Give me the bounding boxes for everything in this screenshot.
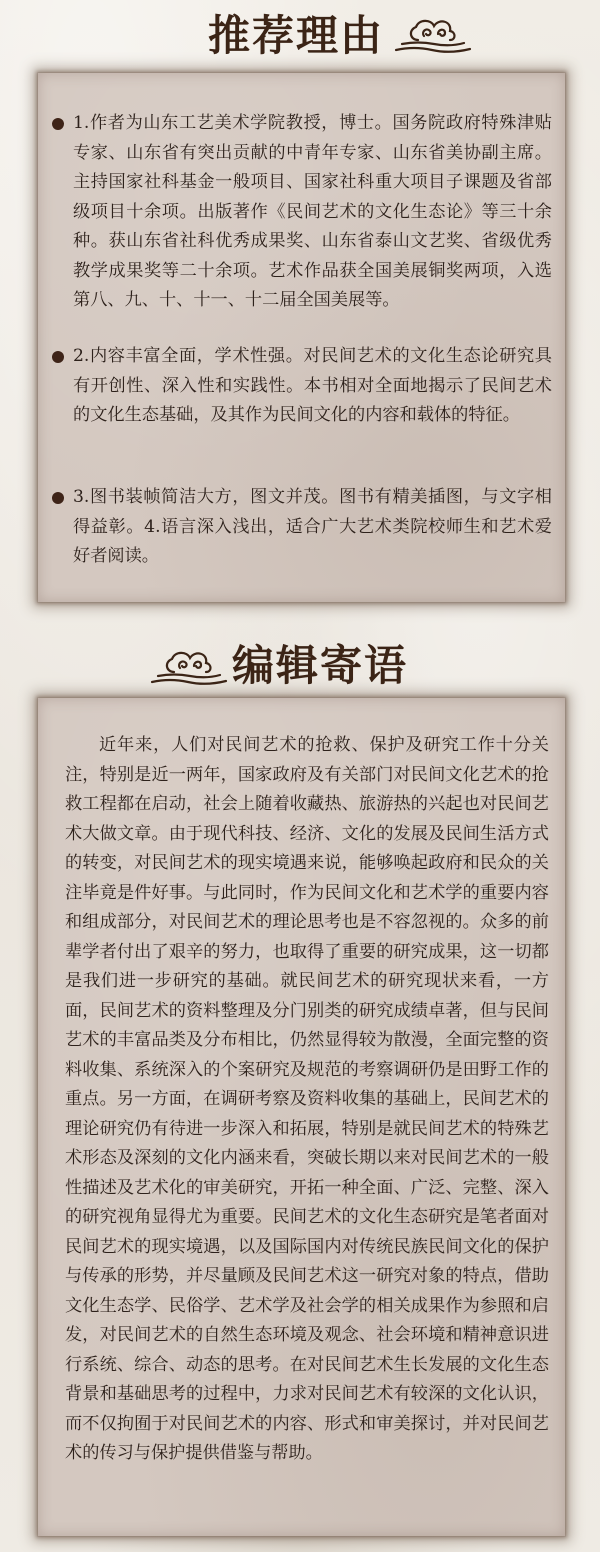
bullet-dot-icon <box>52 351 64 363</box>
editor-note-panel <box>38 698 565 1536</box>
section-title-editor-note: 编辑寄语 <box>232 641 409 690</box>
recommendation-panel <box>38 73 565 602</box>
reason-text: 1.作者为山东工艺美术学院教授，博士。国务院政府特殊津贴专家、山东省有突出贡献的中青年专家、山东省美协副主席。主持国家社科基金一般项目、国家社科重大项目子课题及省部级项目十余项。出版著作《民间艺术的文化生态论》等三十余种。获山东省社科优秀成果奖、山东省泰山文艺奖、省级优秀教学成果奖等二十余项。艺术作品获全国美展铜奖两项，入选第八、九、十、十一、十二届全国美展等。 <box>73 113 552 310</box>
auspicious-cloud-icon <box>392 12 474 56</box>
section-header-recommendation <box>0 6 600 66</box>
reason-item <box>52 342 552 431</box>
auspicious-cloud-icon <box>148 644 230 688</box>
section-title-recommendation: 推荐理由 <box>208 11 385 60</box>
reason-item <box>52 109 552 316</box>
reason-text: 3.图书装帧简洁大方，图文并茂。图书有精美插图，与文字相得益彰。4.语言深入浅出，适合广大艺术类院校师生和艺术爱好者阅读。 <box>73 487 552 566</box>
bullet-dot-icon <box>52 118 64 130</box>
bullet-dot-icon <box>52 492 64 504</box>
editor-note-text: 近年来，人们对民间艺术的抢救、保护及研究工作十分关注，特别是近一两年，国家政府及有关部门对民间文化艺术的抢救工程都在启动，社会上随着收藏热、旅游热的兴起也对民间艺术大做文章。由于现代科技、经济、文化的发展及民间生活方式的转变，对民间艺术的现实境遇来说，能够唤起政府和民众的关注毕竟是件好事。与此同时，作为民间文化和艺术学的重要内容和组成部分，对民间艺术的理论思考也是不容忽视的。众多的前辈学者付出了艰辛的努力，也取得了重要的研究成果，这一切都是我们进一步研究的基础。就民间艺术的研究现状来看，一方面，民间艺术的资料整理及分门别类的研究成绩卓著，但与民间艺术的丰富品类及分布相比，仍然显得较为散漫，全面完整的资料收集、系统深入的个案研究及规范的考察调研仍是田野工作的重点。另一方面，在调研考察及资料收集的基础上，民间艺术的理论研究仍有待进一步深入和拓展，特别是就民间艺术的特殊艺术形态及深刻的文化内涵来看，突破长期以来对民间艺术的一般性描述及艺术化的审美研究，开拓一种全面、广泛、完整、深入的研究视角显得尤为重要。民间艺术的文化生态研究是笔者面对民间艺术的现实境遇，以及国际国内对传统民族民间文化的保护与传承的形势，并尽量顾及民间艺术这一研究对象的特点，借助文化生态学、民俗学、艺术学及社会学的相关成果作为参照和启发，对民间艺术的自然生态环境及观念、社会环境和精神意识进行系统、综合、动态的思考。在对民间艺术生长发展的文化生态背景和基础思考的过程中，力求对民间艺术有较深的文化认识，而不仅拘囿于对民间艺术的内容、形式和审美探讨，并对民间艺术的传习与保护提供借鉴与帮助。 <box>65 735 549 1463</box>
reason-item <box>52 483 552 572</box>
section-header-editor-note <box>0 636 600 696</box>
reason-text: 2.内容丰富全面，学术性强。对民间艺术的文化生态论研究具有开创性、深入性和实践性。本书相对全面地揭示了民间艺术的文化生态基础，及其作为民间文化的内容和载体的特征。 <box>73 346 552 425</box>
